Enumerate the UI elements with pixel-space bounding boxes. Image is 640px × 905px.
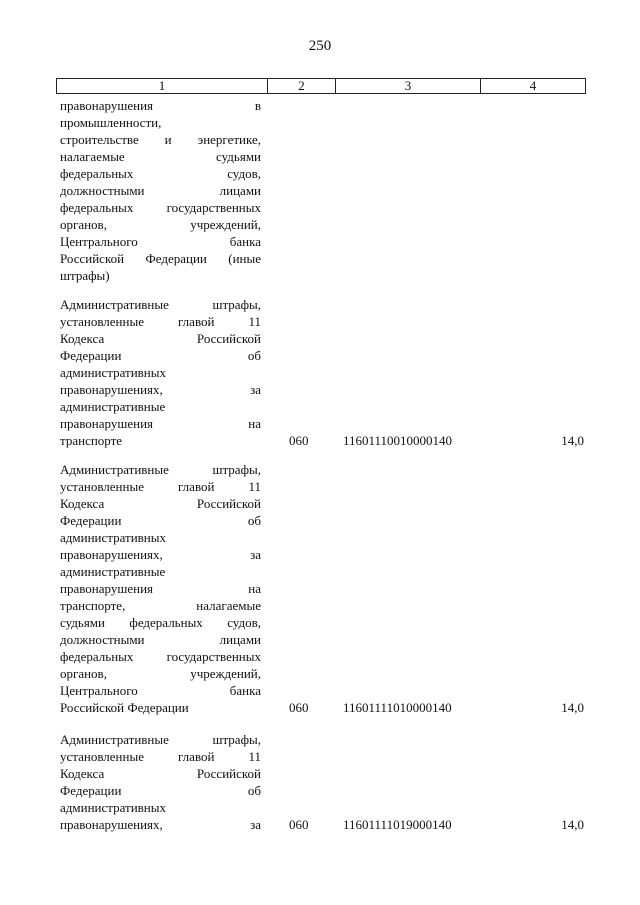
description-line: Федерации об: [60, 783, 261, 798]
description-line: административных: [60, 530, 166, 545]
description-line: административные: [60, 399, 166, 414]
row-code: 060: [289, 433, 309, 448]
row-amount: 14,0: [561, 817, 584, 832]
description-line: правонарушения на: [60, 416, 261, 431]
row-description: [60, 97, 261, 284]
description-line: правонарушениях, за: [60, 547, 261, 562]
description-line: транспорте, налагаемые: [60, 598, 261, 613]
description-line: Федерации об: [60, 513, 261, 528]
table-row: [60, 296, 584, 449]
description-line: административных: [60, 365, 166, 380]
description-line: Кодекса Российской: [60, 496, 261, 511]
row-code: 060: [289, 700, 309, 715]
description-line: федеральных государственных: [60, 649, 261, 664]
header-col-4: 4: [480, 79, 585, 93]
row-kbk: 11601111019000140: [343, 817, 452, 832]
header-col-1: 1: [158, 78, 166, 93]
description-line: правонарушения в: [60, 98, 261, 113]
description-line: строительстве и энергетике,: [60, 132, 261, 147]
description-line: установленные главой 11: [60, 479, 261, 494]
description-line: федеральных судов,: [60, 166, 261, 181]
header-col-3: 3: [335, 79, 480, 93]
page-number: 250: [308, 38, 332, 54]
row-description: [60, 296, 261, 449]
description-line: промышленности,: [60, 115, 162, 130]
row-description: [60, 461, 261, 716]
table-row: [60, 97, 584, 284]
description-line: Российской Федерации (иные: [60, 251, 261, 266]
row-amount: 14,0: [561, 433, 584, 448]
description-line: должностными лицами: [60, 632, 261, 647]
description-line: установленные главой 11: [60, 314, 261, 329]
row-amount: 14,0: [561, 700, 584, 715]
description-line: Административные штрафы,: [60, 732, 261, 747]
description-line: Российской Федерации: [60, 700, 189, 715]
description-line: штрафы): [60, 268, 110, 283]
description-line: органов, учреждений,: [60, 666, 261, 681]
description-line: Центрального банка: [60, 683, 261, 698]
description-line: административных: [60, 800, 166, 815]
description-line: должностными лицами: [60, 183, 261, 198]
table-header-row: [56, 78, 586, 94]
description-line: федеральных государственных: [60, 200, 261, 215]
description-line: правонарушениях, за: [60, 382, 261, 397]
description-line: установленные главой 11: [60, 749, 261, 764]
description-line: Административные штрафы,: [60, 462, 261, 477]
description-line: транспорте: [60, 433, 123, 448]
description-line: административные: [60, 564, 166, 579]
table-row: [60, 731, 584, 833]
table-row: [60, 461, 584, 716]
row-description: [60, 731, 261, 833]
description-line: Кодекса Российской: [60, 331, 261, 346]
description-line: правонарушения на: [60, 581, 261, 596]
description-line: Кодекса Российской: [60, 766, 261, 781]
row-kbk: 11601111010000140: [343, 700, 452, 715]
row-kbk: 11601110010000140: [343, 433, 453, 448]
description-line: Административные штрафы,: [60, 297, 261, 312]
header-col-2: 2: [267, 79, 335, 93]
description-line: правонарушениях, за: [60, 817, 261, 832]
description-line: судьями федеральных судов,: [60, 615, 261, 630]
description-line: налагаемые судьями: [60, 149, 261, 164]
description-line: органов, учреждений,: [60, 217, 261, 232]
description-line: Центрального банка: [60, 234, 261, 249]
description-line: Федерации об: [60, 348, 261, 363]
row-code: 060: [289, 817, 309, 832]
